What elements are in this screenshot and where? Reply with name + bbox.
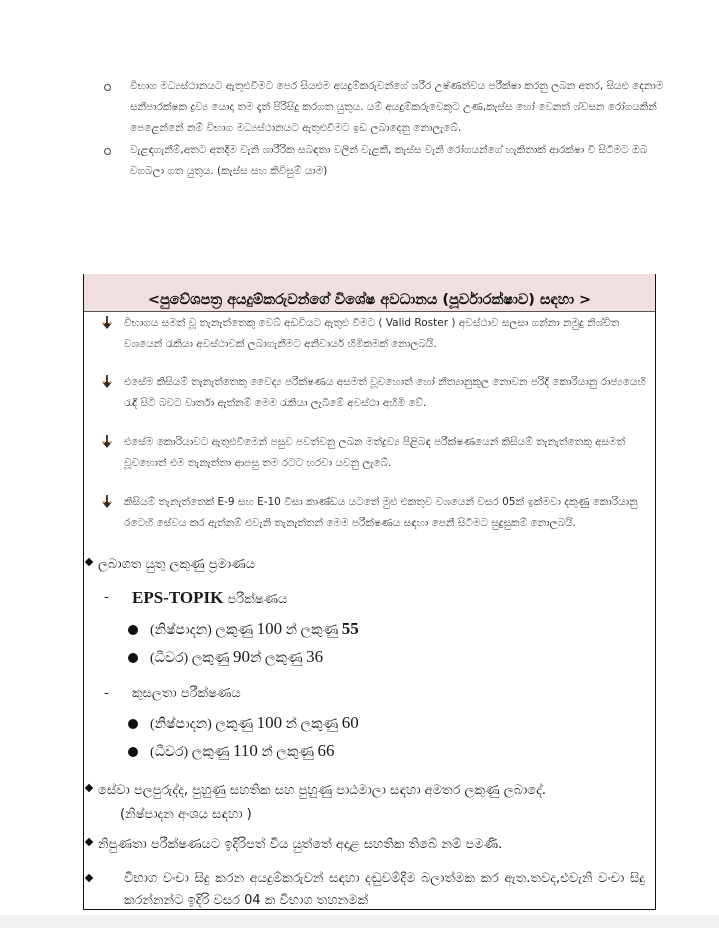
sector: (නිෂ්පාදන)	[150, 623, 212, 638]
required-marks: 55	[341, 619, 359, 638]
arrow-item-text: එසේම කිසියම් තැනැත්තෙකු වෛද්‍ය පරීක්ෂණය අසමත් වූවහොත් හෝ නීත්‍යානුකූල නොවන පරිදි කොරියානු රාජ්‍යයෙහි රැඳී සිටි බවට වාර්තා ඇත්නම් මෙම රැකියා ලැබීමේ අවස්ථා අහිමි වේ.	[124, 376, 646, 409]
dot-bullet-icon	[128, 653, 138, 663]
note-text: විභාග මධ්‍යස්ථානයට ඇතුළුවීමට පෙර සියළුම අයදුම්කරුවන්ගේ ශරීර උෂ්ණත්වය පරීක්ෂා කරනු ලබන අතර, සියළු දෙනාම සනීපාරක්ෂක ද්‍රව්‍ය යොදා තම දෑත් පිරිසිදු කරගත යුතුය. යම් අයදුම්කරුවෙකුට උණ,කැස්ස හෝ වෙනත් ශ්වසන රෝගයකින් පෙළෙන්නේ නම් විභාග මධ්‍යස්ථානයට ඇතුළුවීමට ඉඩ ලබාදෙනු නොලැබේ.	[130, 80, 664, 134]
marks-word: න් ලකුණු	[282, 623, 342, 638]
total-marks: 90	[233, 647, 251, 666]
down-arrow-icon	[101, 435, 113, 449]
diamond-bullet-icon	[85, 874, 93, 882]
precaution-notes	[100, 76, 680, 183]
dot-bullet-icon	[128, 719, 138, 729]
bonus-sub-note: (නිෂ්පාදන අංශය සඳහා )	[120, 807, 252, 822]
marks-row-manufacturing	[84, 710, 655, 738]
proficiency-note	[84, 834, 655, 856]
bonus-marks-note	[84, 780, 655, 802]
marks-row-fishery	[84, 644, 655, 672]
dash-bullet-icon: -	[104, 686, 109, 701]
marks-word: ලකුණු	[188, 651, 234, 666]
dash-bullet-icon: -	[104, 590, 109, 605]
marks-word: න් ලකුණු	[282, 717, 342, 732]
arrow-list-item	[84, 432, 655, 474]
required-marks-heading	[84, 554, 655, 576]
required-marks: 60	[341, 713, 359, 732]
fraud-penalty-note	[84, 868, 655, 912]
marks-word: ලකුණු	[211, 623, 257, 638]
arrow-list-item	[84, 372, 655, 414]
down-arrow-icon	[101, 495, 113, 509]
down-arrow-icon	[101, 316, 113, 330]
dot-bullet-icon	[128, 625, 138, 635]
marks-word: න් ලකුණු	[250, 651, 307, 666]
circle-bullet-icon	[104, 84, 111, 91]
diamond-bullet-icon	[85, 784, 93, 792]
circle-bullet-icon	[104, 148, 111, 155]
dot-bullet-icon	[128, 747, 138, 757]
sector: (ධීවර)	[150, 745, 189, 760]
special-attention-box	[83, 274, 656, 910]
arrow-item-text: විභාගය සමත් වූ තැනැත්තෙකු වෙබ් අඩවියට ඇතුළු වීමට ( Valid Roster ) අවස්ථාව සලසා ගන්නා නමුදු නිශ්චිත වශයෙන් රැකියා අවස්ථාවක් ලබාගැනීමට අනිවාර්ය හිමිකමක් නොලබයි.	[124, 317, 620, 350]
arrow-list-item	[84, 492, 655, 534]
down-arrow-icon	[101, 375, 113, 389]
arrow-list-item	[84, 313, 655, 355]
eps-topik-label: EPS-TOPIK	[132, 588, 224, 607]
note-text: නිපුණතා පරීක්ෂණයට ඉදිරිපත් විය යුත්තේ අදාළ සහතික තිබේ නම් පමණි.	[98, 837, 503, 852]
required-marks: 66	[317, 741, 335, 760]
page-bottom-strip	[0, 915, 719, 928]
exam-label: පරීක්ෂණය	[223, 592, 288, 607]
marks-row-fishery	[84, 738, 655, 766]
note-text: විභාග වංචා සිදු කරන අයදුම්කරුවන් සඳහා දඬුවම්දීම බලාත්මක කර ඇත.තවද,එවැනි වංචා සිදු කරන්නන්ට ඉදිරි වසර 04 ක විභාග තහනමක්	[124, 871, 645, 908]
arrow-item-text: එසේම කොරියාවට ඇතුළුවීමෙන් පසුව පවත්වනු ලබන මත්ද්‍රව්‍ය පිළිබඳ පරීක්ෂණයෙන් කිසියම් තැනැත්තෙකු අසමත් වූවහොත් එම තැනැත්තා ආපසු තම රටට හරවා යවනු ලැබේ.	[124, 436, 626, 469]
sector: (ධීවර)	[150, 651, 189, 666]
total-marks: 100	[256, 619, 283, 638]
note-text: වැළඳගැනීම්,අතට අතදීම වැනි ශාරීරික සබඳතා වලින් වැළකී, කැස්ස වැනි රෝගයන්ගේ හැකිතාක් ආරක්ෂා වී සිටීමට ඔබ වගබලා ගත යුතුය. (කැස්ස සහ කිවිසුම් යාම)	[130, 144, 648, 177]
note-physical-contact	[100, 140, 680, 182]
sector: (නිෂ්පාදන)	[150, 717, 212, 732]
diamond-bullet-icon	[85, 558, 93, 566]
box-header: <පුවේශපත්‍ර අයදුම්කරුවන්ගේ විශේෂ අවධානය (පූර්වාරක්ෂාව) සඳහා >	[84, 274, 655, 312]
total-marks: 100	[256, 713, 283, 732]
total-marks: 110	[233, 741, 258, 760]
arrow-item-text: කිසියම් තැනැත්තෙක් E-9 සහ E-10 වීසා කාණ්ඩය යටතේ මුළු එකතුව වශයෙන් වසර 05ක් ඉක්මවා දකුණු කොරියානු රටෙහි සේවය කර ඇත්නම් එවැනි තැනැත්තන් මෙම පරීක්ෂණය සඳහා පෙනී සිටීමට සුදුසුකම් නොලබයි.	[124, 496, 638, 529]
note-temperature-check	[100, 76, 680, 139]
marks-row-manufacturing	[84, 616, 655, 644]
marks-word: න් ලකුණු	[257, 745, 318, 760]
eps-topik-section	[84, 586, 655, 612]
note-text: සේවා පලපුරුද්ද, පුහුණු සහතික සහ පුහුණු පාඨමාලා සඳහා අමතර ලකුණු ලබාදේ.	[98, 783, 547, 798]
required-marks: 36	[306, 647, 324, 666]
heading-text: ලබාගත යුතු ලකුණු ප්‍රමාණය	[98, 557, 256, 572]
skills-test-section	[84, 682, 655, 706]
diamond-bullet-icon	[85, 838, 93, 846]
skills-label: කුසලතා පරීක්ෂණය	[132, 686, 241, 701]
marks-word: ලකුණු	[188, 745, 234, 760]
marks-word: ලකුණු	[211, 717, 257, 732]
